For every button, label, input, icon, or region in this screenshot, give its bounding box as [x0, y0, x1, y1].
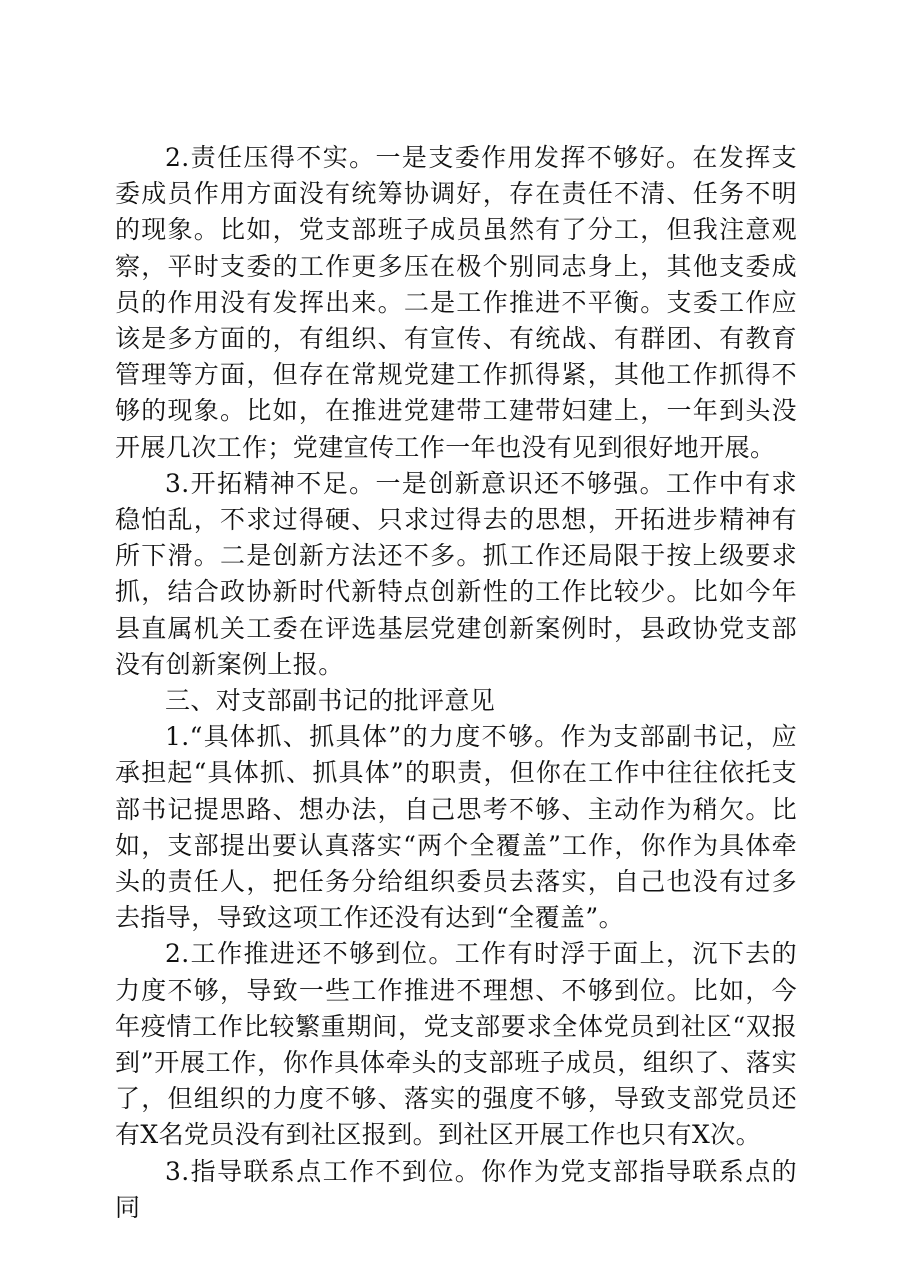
paragraph-responsibility: 2.责任压得不实。一是支委作用发挥不够好。在发挥支委成员作用方面没有统筹协调好，存在责任不清、任务不明的现象。比如，党支部班子成员虽然有了分工，但我注意观察，平时支委的工作更多压在极个别同志身上，其他支委成员的作用没有发挥出来。二是工作推进不平衡。支委工作应该是多方面的，有组织、有宣传、有统战、有群团、有教育管理等方面，但存在常规党建工作抓得紧，其他工作抓得不够的现象。比如，在推进党建带工建带妇建上，一年到头没开展几次工作；党建宣传工作一年也没有见到很好地开展。 — [115, 143, 797, 462]
section-heading: 三、对支部副书记的批评意见 — [165, 686, 496, 716]
paragraph-pioneering-spirit: 3.开拓精神不足。一是创新意识还不够强。工作中有求稳怕乱，不求过得硬、只求过得去的思想，开拓进步精神有所下滑。二是创新方法还不多。抓工作还局限于按上级要求抓，结合政协新时代新特点创新性的工作比较少。比如今年县直属机关工委在评选基层党建创新案例时，县政协党支部没有创新案例上报。 — [115, 468, 797, 679]
paragraph-concrete-work: 1.“具体抓、抓具体”的力度不够。作为支部副书记，应承担起“具体抓、抓具体”的职责，但你在工作中往往依托支部书记提思路、想办法，自己思考不够、主动作为稍欠。比如，支部提出要认真落实“两个全覆盖”工作，你作为具体牵头的责任人，把任务分给组织委员去落实，自己也没有过多去指导，导致这项工作还没有达到“全覆盖”。 — [115, 722, 797, 933]
paragraph-liaison-point: 3.指导联系点工作不到位。你作为党支部指导联系点的同 — [115, 1156, 797, 1222]
document-body — [115, 140, 797, 1226]
paragraph-work-progress: 2.工作推进还不够到位。工作有时浮于面上，沉下去的力度不够，导致一些工作推进不理想、不够到位。比如，今年疫情工作比较繁重期间，党支部要求全体党员到社区“双报到”开展工作，你作具体牵头的支部班子成员，组织了、落实了，但组织的力度不够、落实的强度不够，导致支部党员还有X名党员没有到社区报到。到社区开展工作也只有X次。 — [115, 939, 797, 1150]
